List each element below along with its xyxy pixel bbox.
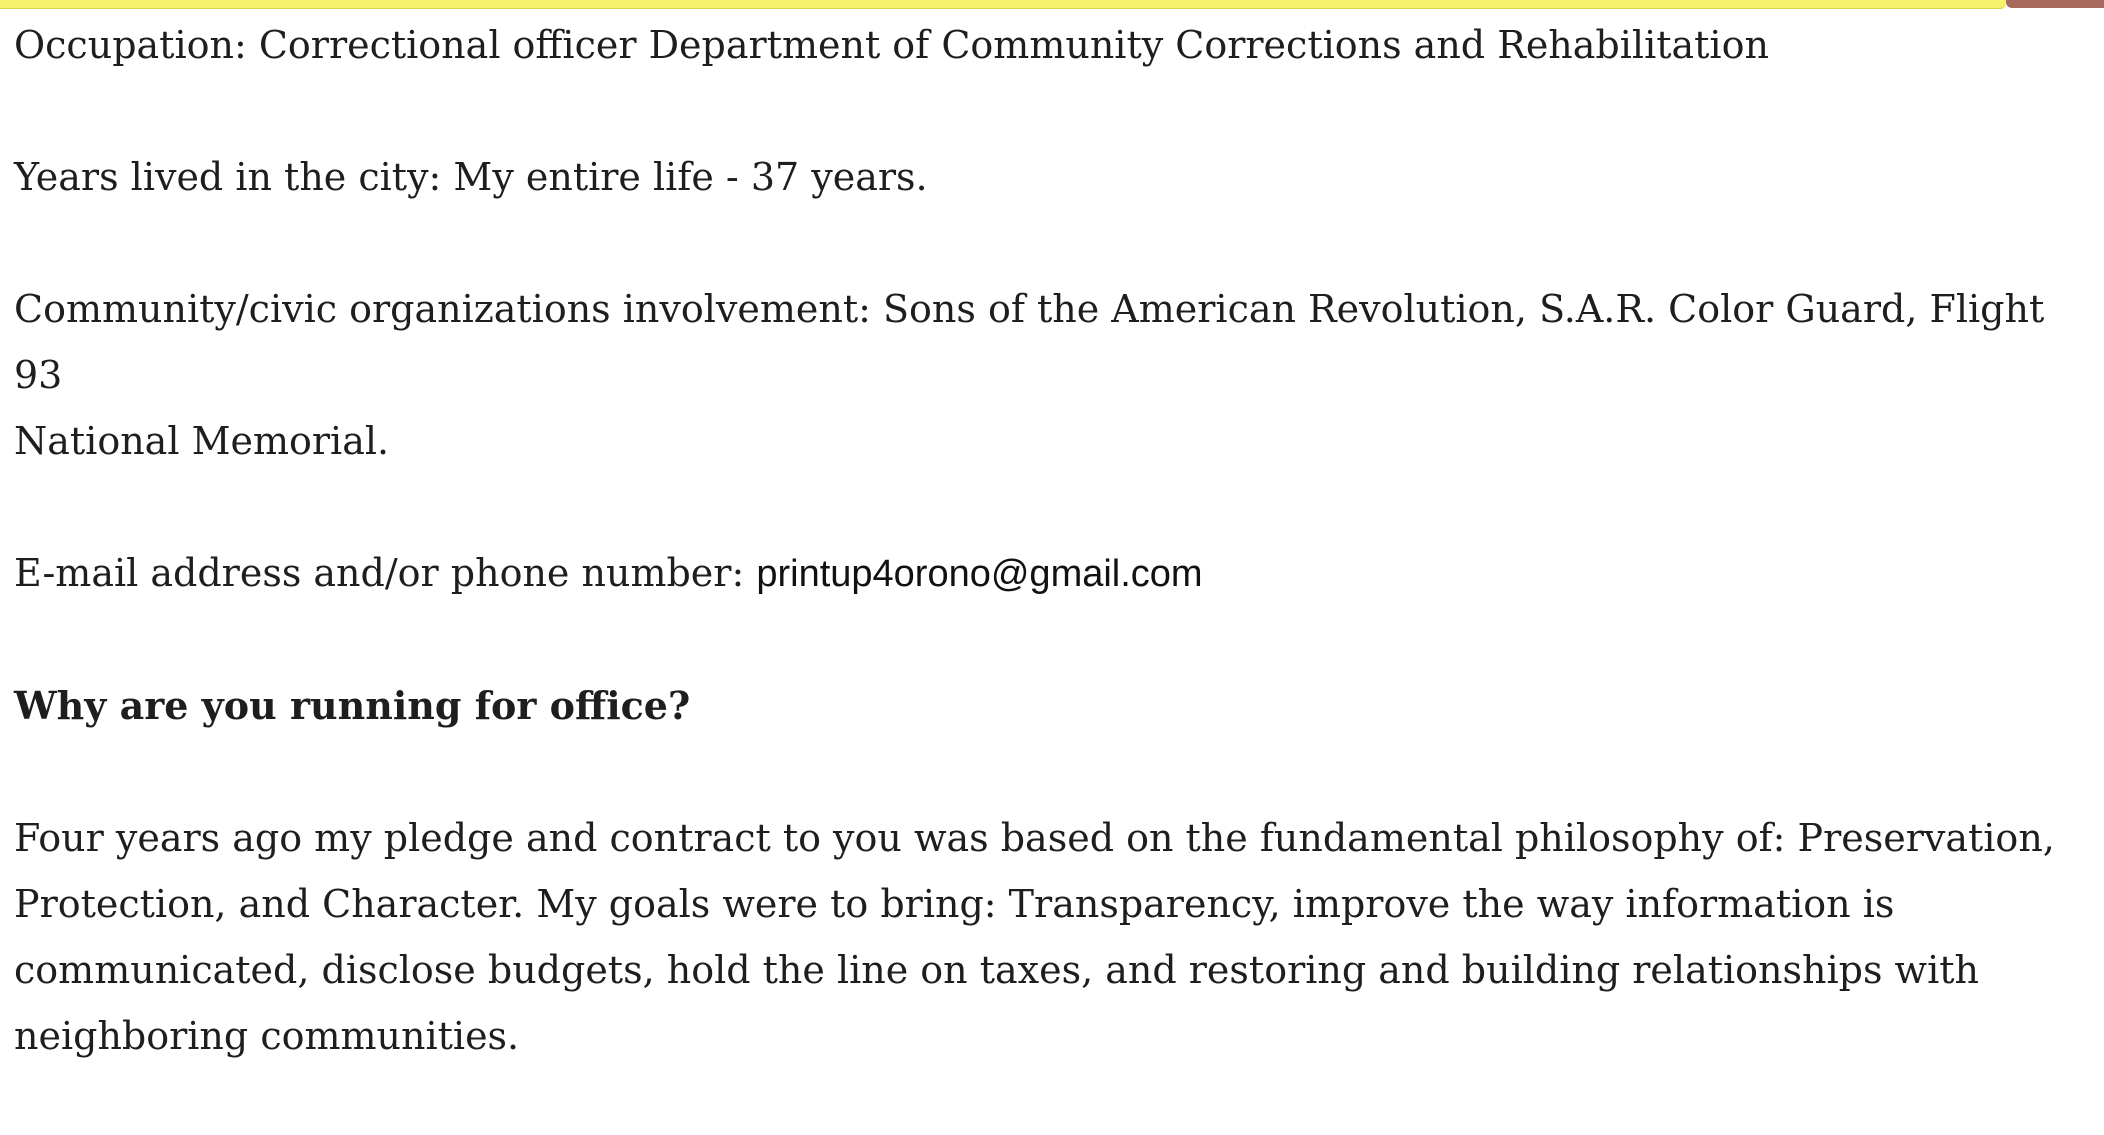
candidate-profile <box>14 12 2084 1135</box>
question-heading: Why are you running for office? <box>14 683 691 728</box>
highlight-bar <box>0 0 2006 9</box>
answer-line-1: Four years ago my pledge and contract to you was based on the fundamental philosophy of: Preservation, <box>14 816 2055 860</box>
community-involvement-line-2: National Memorial. <box>14 419 390 463</box>
contact-email: printup4orono@gmail.com <box>756 553 1203 595</box>
contact-text <box>14 540 2084 607</box>
community-involvement-line-1: Community/civic organizations involvement: Sons of the American Revolution, S.A.R. Color Guard, Flight 93 <box>14 287 2045 397</box>
scroll-indicator <box>2006 0 2104 8</box>
answer-paragraph <box>14 805 2084 1069</box>
occupation-text: Occupation: Correctional officer Department of Community Corrections and Rehabilitation <box>14 23 1769 67</box>
answer-line-4: neighboring communities. <box>14 1014 520 1058</box>
answer-line-3: communicated, disclose budgets, hold the line on taxes, and restoring and building relationships with <box>14 948 1979 992</box>
years-lived-text: Years lived in the city: My entire life - 37 years. <box>14 155 928 199</box>
contact-label: E-mail address and/or phone number: <box>14 551 757 595</box>
community-involvement-text <box>14 276 2084 474</box>
answer-line-2: Protection, and Character. My goals were to bring: Transparency, improve the way information is <box>14 882 1895 926</box>
